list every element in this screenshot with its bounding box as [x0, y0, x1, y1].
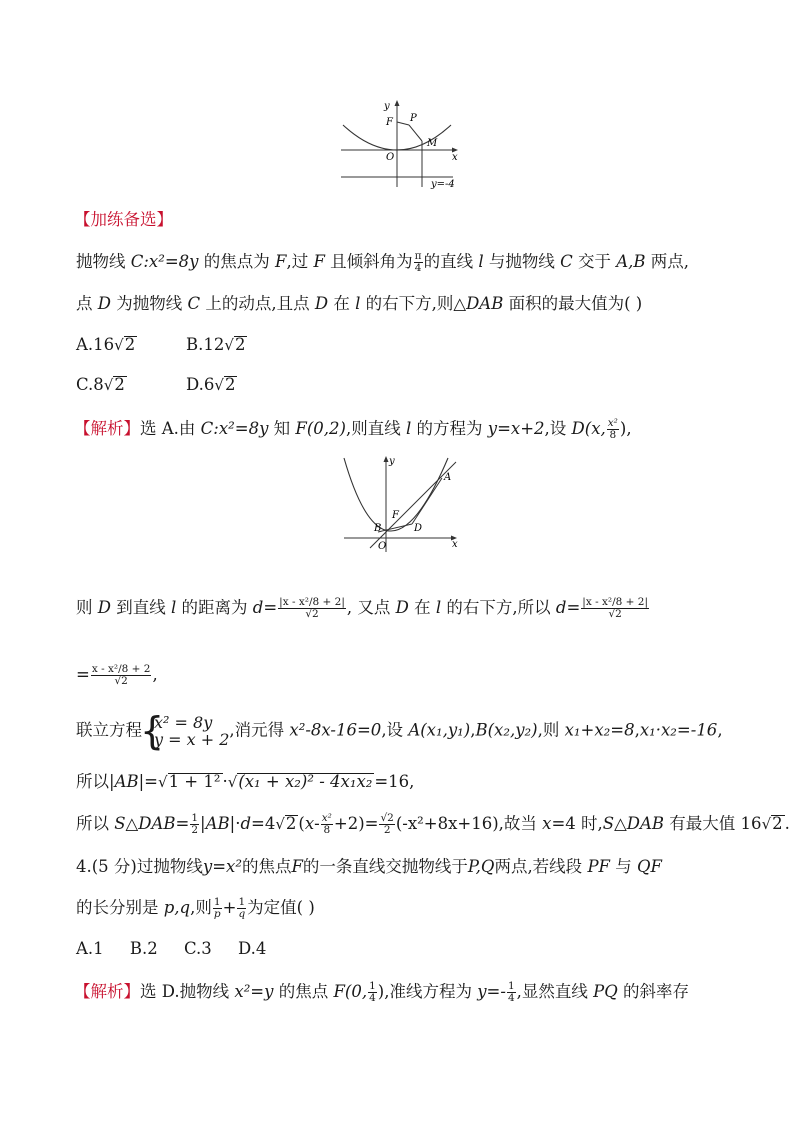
figure-parabola-1: [335, 97, 465, 189]
option-A: A.16√2: [76, 335, 136, 354]
solution-system-line: 联立方程 { x² = 8y y = x + 2 ,消元得 x²-8x-16=0,设 A(x₁,y₁),B(x₂,y₂),则 x₁+x₂=8,x₁·x₂=-16,: [76, 709, 723, 753]
fig2-label-F: F: [392, 510, 399, 521]
q4-line-1: 4.(5 分)过抛物线y=x²的焦点F的一条直线交抛物线于P,Q两点,若线段 PF 与 QF: [76, 857, 662, 876]
fig1-label-x: x: [452, 152, 458, 163]
fig2-label-x: x: [452, 539, 458, 550]
problem-line-1: 抛物线 C:x²=8y 的焦点为 F,过 F 且倾斜角为 $\frac{\pi}{4}$ 的直线 l 与抛物线 C 交于 A,B 两点,: [76, 250, 690, 274]
solution-distance-cont: = $\frac{\text{x - x²/8 + 2}}{√2}$ ,: [76, 663, 158, 687]
fig2-y-arrow: [384, 456, 389, 462]
equation-system: { x² = 8y y = x + 2: [140, 709, 230, 753]
option-C: C.8√2: [76, 375, 125, 394]
solution-tag: 【解析】: [74, 419, 140, 438]
solution-area-line: 所以 S△DAB= $\frac{1}{2}$ |AB|·d=4√2 (x- $\frac{\text{x²}}{8}$ +2)= $\frac{√2}{2}$ (-x²+8x+16),故当 x=4 时,S△DAB 有最大值 16√2 .: [76, 812, 790, 836]
fig1-label-M: M: [427, 138, 438, 149]
fig1-label-F: F: [386, 117, 393, 128]
fig2-label-A: A: [444, 472, 452, 483]
figure-parabola-2: [330, 454, 464, 554]
fig1-label-P: P: [410, 113, 417, 124]
q4-solution-line: 【解析】选 D.抛物线 x²=y 的焦点 F(0, $\frac{1}{4}$ ),准线方程为 y=- $\frac{1}{4}$ ,显然直线 PQ 的斜率存: [74, 980, 690, 1004]
q4-solution-tag: 【解析】: [74, 982, 140, 1001]
solution-distance-line: 则 D 到直线 l 的距离为 d= $\frac{\text{|x - x²/8 + 2|}}{√2}$ , 又点 D 在 l 的右下方,所以 d= $\frac{\text{|x - x²/8 + 2|}}{√2}$: [76, 596, 649, 620]
fig2-label-O: O: [378, 541, 387, 552]
frac-pi-4: $\frac{\pi}{4}$: [414, 250, 422, 274]
section-heading: 【加练备选】: [74, 210, 173, 229]
option-D: D.6√2: [186, 375, 236, 394]
fig1-y-arrow: [395, 100, 400, 106]
solution-line-1: 【解析】选 A.由 C:x²=8y 知 F(0,2),则直线 l 的方程为 y=x+2,设 D(x, $\frac{\text{x²}}{8}$ ),: [74, 417, 632, 441]
q4-line-2: 的长分别是 p,q,则 $\frac{1}{p}$ + $\frac{1}{q}$ 为定值( ): [76, 896, 315, 920]
fig1-label-y: y: [384, 101, 390, 112]
q4-options: A.1 B.2 C.3 D.4: [76, 939, 267, 958]
option-B: B.12√2: [186, 335, 246, 354]
fig1-label-O: O: [386, 152, 395, 163]
problem-line-2: 点 D 为抛物线 C 上的动点,且点 D 在 l 的右下方,则△DAB 面积的最大值为( ): [76, 294, 643, 313]
fig1-label-directrix: y=-4: [431, 179, 455, 189]
fig2-label-y: y: [389, 456, 395, 467]
fig2-label-B: B: [374, 523, 382, 534]
solution-ab-line: 所以|AB|=√1 + 1² ·√(x₁ + x₂)² - 4x₁x₂ =16,: [76, 772, 415, 791]
fig1-segment-PM: [409, 125, 422, 141]
fig2-label-D: D: [414, 523, 423, 534]
fig1-segment-FP: [397, 122, 409, 125]
